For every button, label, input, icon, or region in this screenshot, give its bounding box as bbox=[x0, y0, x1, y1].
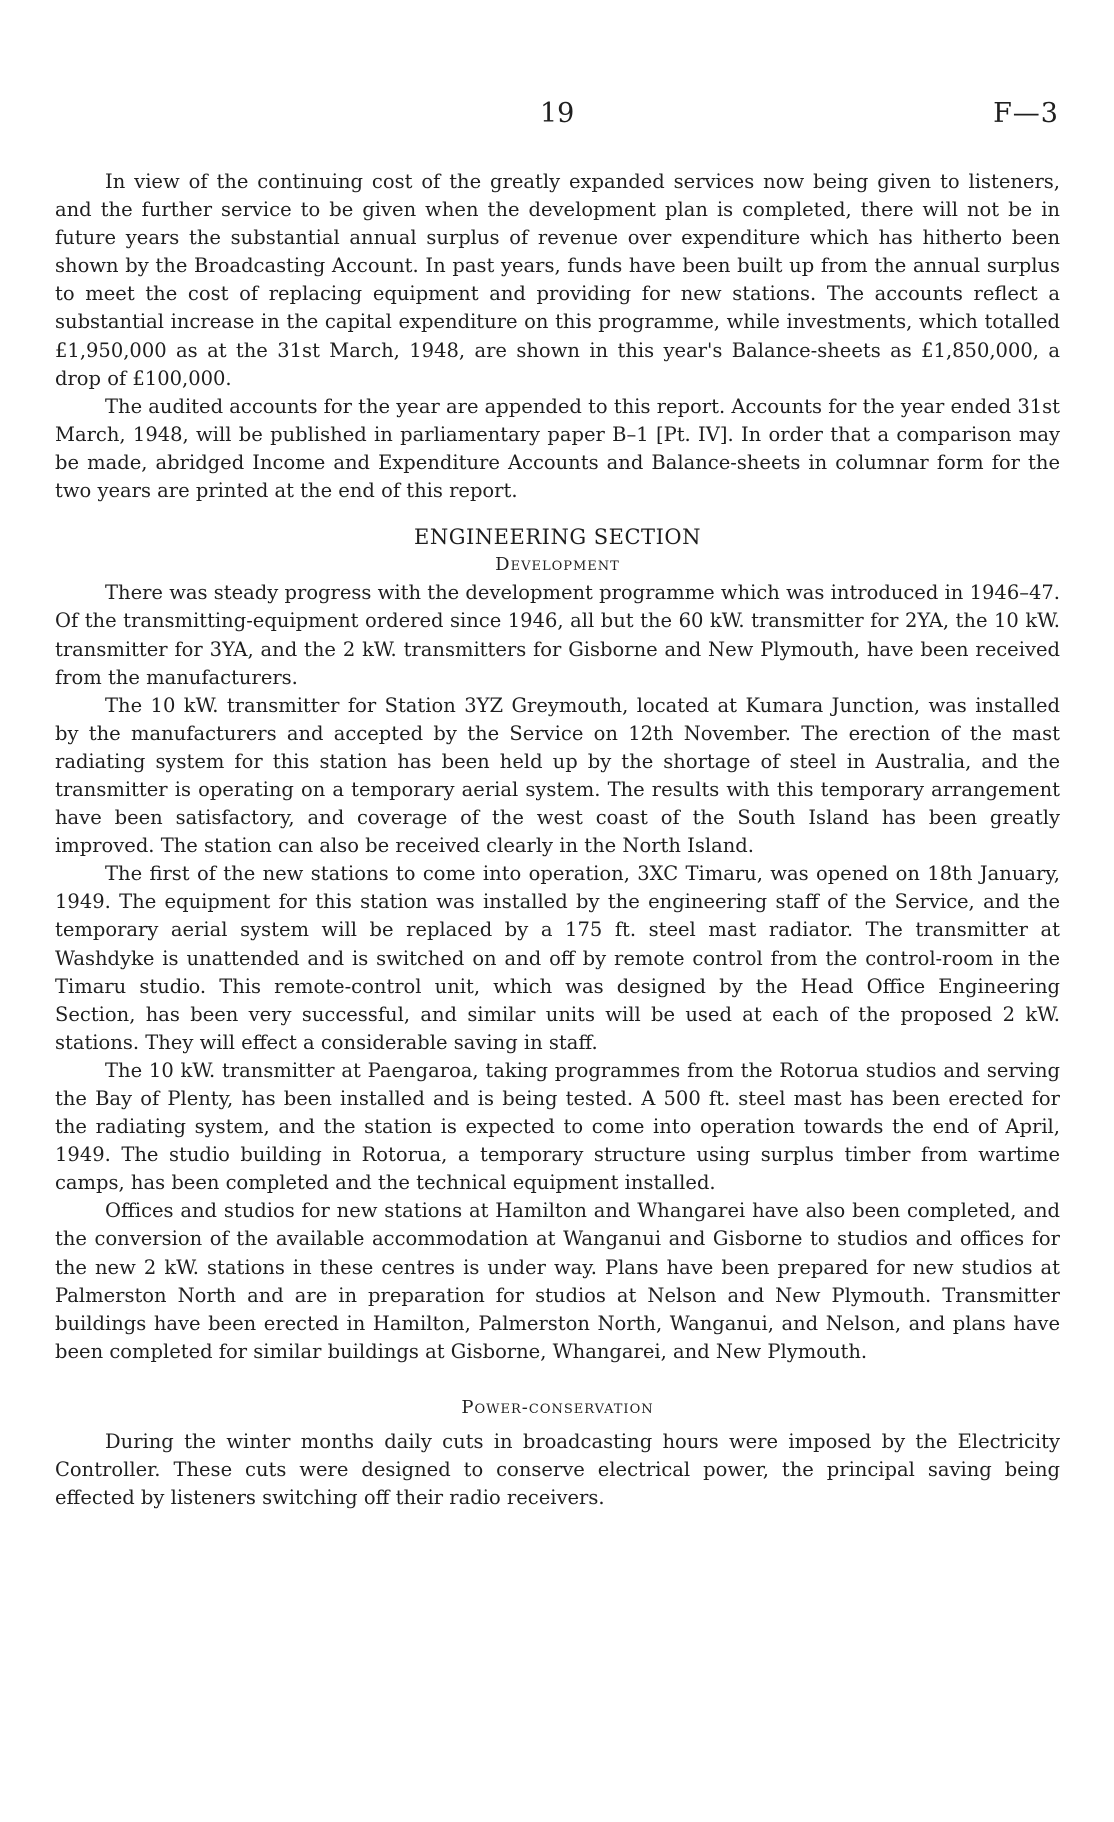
body-paragraph: The audited accounts for the year are appended to this report. Accounts for the year ended 31st March, 1948, will be published in parliamentary paper B–1 [Pt. IV]. In order that a comparison may be made, abridged Income and Expenditure Accounts and Balance-sheets in columnar form for the two years are printed at the end of this report. bbox=[55, 394, 1060, 503]
body-paragraph: The 10 kW. transmitter at Paengaroa, taking programmes from the Rotorua studios and serving the Bay of Plenty, has been installed and is being tested. A 500 ft. steel mast has been erected for the radiating system, and the station is expected to come into operation towards the end of April, 1949. The studio building in Rotorua, a temporary structure using surplus timber from wartime camps, has been completed and the technical equipment installed. bbox=[55, 1058, 1060, 1195]
body-paragraph: Offices and studios for new stations at Hamilton and Whangarei have also been completed, and the conversion of the available accommodation at Wanganui and Gisborne to studios and offices for the new 2 kW. stations in these centres is under way. Plans have been prepared for new studios at Palmerston North and are in preparation for studios at Nelson and New Plymouth. Transmitter buildings have been erected in Hamilton, Palmerston North, Wanganui, and Nelson, and plans have been completed for similar buildings at Gisborne, Whangarei, and New Plymouth. bbox=[55, 1199, 1060, 1363]
body-paragraph: There was steady progress with the development programme which was introduced in 1946–47. Of the transmitting-equipment ordered since 1946, all but the 60 kW. transmitter for 2YA, the 10 kW. transmitter for 3YA, and the 2 kW. transmitters for Gisborne and New Plymouth, have been received from the manufacturers. bbox=[55, 581, 1060, 689]
section-heading: ENGINEERING SECTION bbox=[414, 525, 701, 550]
body-paragraph: The 10 kW. transmitter for Station 3YZ Greymouth, located at Kumara Junction, was installed by the manufacturers and accepted by the Service on 12th November. The erection of the mast radiating system for this station has been held up by the shortage of steel in Australia, and the transmitter is operating on a temporary aerial system. The results with this temporary arrangement have been satisfactory, and coverage of the west coast of the South Island has been greatly improved. The station can also be received clearly in the North Island. bbox=[55, 693, 1060, 858]
subsection-heading: Power-conservation bbox=[461, 1396, 654, 1418]
body-paragraph: During the winter months daily cuts in broadcasting hours were imposed by the Electricity Controller. These cuts were designed to conserve electrical power, the principal saving being effected by listeners switching off their radio receivers. bbox=[55, 1430, 1060, 1510]
page-content bbox=[55, 168, 1060, 1512]
page-header bbox=[0, 98, 1114, 138]
body-paragraph: The first of the new stations to come into operation, 3XC Timaru, was opened on 18th January, 1949. The equipment for this station was installed by the engineering staff of the Service, and the temporary aerial system will be replaced by a 175 ft. steel mast radiator. The transmitter at Washdyke is unattended and is switched on and off by remote control from the control-room in the Timaru studio. This remote-control unit, which was designed by the Head Office Engineering Section, has been very successful, and similar units will be used at each of the proposed 2 kW. stations. They will effect a considerable saving in staff. bbox=[55, 862, 1060, 1054]
body-paragraph: In view of the continuing cost of the greatly expanded services now being given to listeners, and the further service to be given when the development plan is completed, there will not be in future years the substantial annual surplus of revenue over expenditure which has hitherto been shown by the Broadcasting Account. In past years, funds have been built up from the annual surplus to meet the cost of replacing equipment and providing for new stations. The accounts reflect a substantial increase in the capital expenditure on this programme, while investments, which totalled £1,950,000 as at the 31st March, 1948, are shown in this year's Balance-sheets as £1,850,000, a drop of £100,000. bbox=[55, 170, 1060, 390]
page-number: 19 bbox=[540, 98, 575, 129]
subsection-heading: Development bbox=[495, 554, 620, 576]
document-reference: F—3 bbox=[993, 98, 1059, 129]
